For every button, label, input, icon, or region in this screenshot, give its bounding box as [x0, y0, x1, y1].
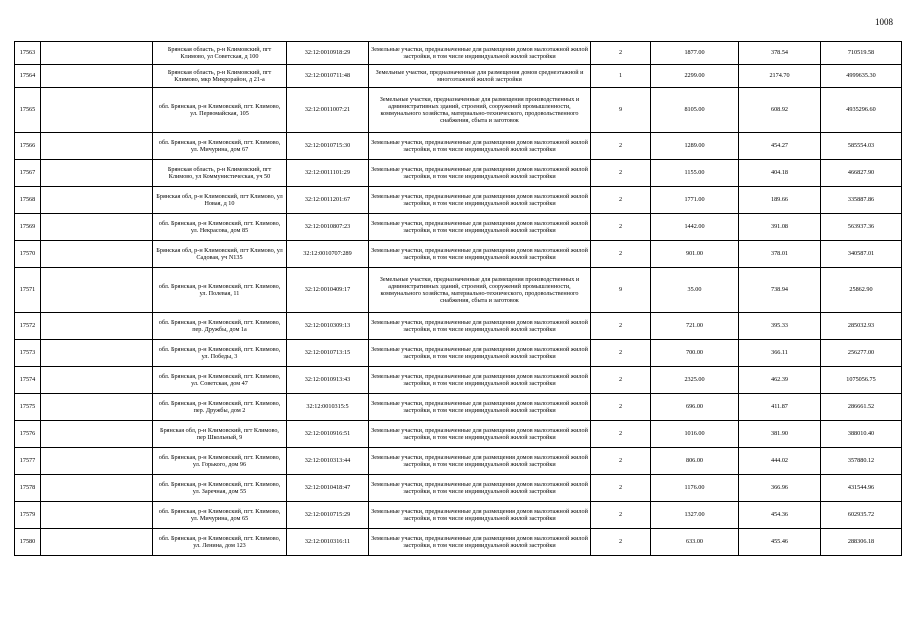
land-use-cell: Земельные участки, предназначенные для размещения домов малоэтажной жилой застройки, в том числе индивидуальной жилой застройки: [369, 394, 591, 421]
cadastral-value-cell: 710519.58: [821, 42, 902, 65]
group-number-cell: 2: [591, 421, 651, 448]
address-cell: обл. Брянская, р-н Климовский, пгт. Климово, ул. Советская, дом 47: [153, 367, 287, 394]
spacer-cell: [41, 367, 153, 394]
table-body: [15, 42, 902, 556]
area-cell: 1155.00: [651, 160, 739, 187]
area-cell: 1289.00: [651, 133, 739, 160]
area-cell: 2299.00: [651, 65, 739, 88]
address-cell: Брянская область, р-н Климовский, пгт Климово, ул Коммунистическая, уч 50: [153, 160, 287, 187]
table-row: [15, 394, 902, 421]
specific-value-cell: 444.02: [739, 448, 821, 475]
area-cell: 1327.00: [651, 502, 739, 529]
spacer-cell: [41, 42, 153, 65]
table-row: [15, 187, 902, 214]
spacer-cell: [41, 187, 153, 214]
cadastral-value-cell: 285032.93: [821, 313, 902, 340]
area-cell: 696.00: [651, 394, 739, 421]
record-number: 17579: [15, 502, 41, 529]
address-cell: обл. Брянская, р-н Климовский, пгт. Климово, ул. Мичурина, дом 65: [153, 502, 287, 529]
cadastral-number-cell: 32:12:0010707:289: [287, 241, 369, 268]
table-row: [15, 214, 902, 241]
table-row: [15, 502, 902, 529]
spacer-cell: [41, 133, 153, 160]
record-number: 17570: [15, 241, 41, 268]
address-cell: Брянская обл, р-н Климовский, пгт Климово, ул Новая, д 10: [153, 187, 287, 214]
land-use-cell: Земельные участки, предназначенные для размещения домов малоэтажной жилой застройки, в том числе индивидуальной жилой застройки: [369, 367, 591, 394]
land-use-cell: Земельные участки, предназначенные для размещения домов малоэтажной жилой застройки, в том числе индивидуальной жилой застройки: [369, 160, 591, 187]
table-row: [15, 421, 902, 448]
area-cell: 2325.00: [651, 367, 739, 394]
record-number: 17563: [15, 42, 41, 65]
record-number: 17564: [15, 65, 41, 88]
cadastral-number-cell: 32:12:0011201:67: [287, 187, 369, 214]
table-row: [15, 367, 902, 394]
record-number: 17566: [15, 133, 41, 160]
specific-value-cell: 738.94: [739, 268, 821, 313]
group-number-cell: 2: [591, 475, 651, 502]
record-number: 17574: [15, 367, 41, 394]
address-cell: обл. Брянская, р-н Климовский, пгт. Климово, ул. Победы, 3: [153, 340, 287, 367]
cadastral-value-cell: 1075056.75: [821, 367, 902, 394]
address-cell: обл. Брянская, р-н Климовский, пгт. Климово, ул. Горького, дом 96: [153, 448, 287, 475]
spacer-cell: [41, 214, 153, 241]
table-row: [15, 160, 902, 187]
record-number: 17580: [15, 529, 41, 556]
cadastral-value-cell: 431544.96: [821, 475, 902, 502]
group-number-cell: 2: [591, 367, 651, 394]
area-cell: 1176.00: [651, 475, 739, 502]
address-cell: обл. Брянская, р-н Климовский, пгт. Климово, ул. Заречная, дом 55: [153, 475, 287, 502]
address-cell: Брянская область, р-н Климовский, пгт Климово, ул Советская, д 100: [153, 42, 287, 65]
record-number: 17577: [15, 448, 41, 475]
spacer-cell: [41, 160, 153, 187]
cadastral-number-cell: 32:12:0010918:29: [287, 42, 369, 65]
area-cell: 1771.00: [651, 187, 739, 214]
specific-value-cell: 378.54: [739, 42, 821, 65]
land-use-cell: Земельные участки, предназначенные для размещения домов среднеэтажной и многоэтажной жилой застройки: [369, 65, 591, 88]
address-cell: обл. Брянская, р-н Климовский, пгт. Климово, ул. Первомайская, 105: [153, 88, 287, 133]
specific-value-cell: 411.87: [739, 394, 821, 421]
cadastral-value-cell: 602935.72: [821, 502, 902, 529]
specific-value-cell: 189.66: [739, 187, 821, 214]
cadastral-value-cell: 357880.12: [821, 448, 902, 475]
table-row: [15, 268, 902, 313]
cadastral-number-cell: 32:12:0010315:5: [287, 394, 369, 421]
spacer-cell: [41, 88, 153, 133]
cadastral-value-cell: 585554.03: [821, 133, 902, 160]
group-number-cell: 2: [591, 448, 651, 475]
land-use-cell: Земельные участки, предназначенные для размещения домов малоэтажной жилой застройки, в том числе индивидуальной жилой застройки: [369, 187, 591, 214]
cadastral-number-cell: 32:12:0010715:29: [287, 502, 369, 529]
spacer-cell: [41, 475, 153, 502]
group-number-cell: 2: [591, 340, 651, 367]
cadastral-value-cell: 286661.52: [821, 394, 902, 421]
table-row: [15, 133, 902, 160]
area-cell: 700.00: [651, 340, 739, 367]
table-row: [15, 529, 902, 556]
record-number: 17578: [15, 475, 41, 502]
specific-value-cell: 462.39: [739, 367, 821, 394]
area-cell: 35.00: [651, 268, 739, 313]
record-number: 17567: [15, 160, 41, 187]
cadastral-number-cell: 32:12:0010916:51: [287, 421, 369, 448]
specific-value-cell: 366.96: [739, 475, 821, 502]
group-number-cell: 2: [591, 502, 651, 529]
group-number-cell: 9: [591, 268, 651, 313]
spacer-cell: [41, 313, 153, 340]
cadastral-value-cell: 4999635.30: [821, 65, 902, 88]
table-row: [15, 42, 902, 65]
cadastral-value-cell: 340587.01: [821, 241, 902, 268]
spacer-cell: [41, 502, 153, 529]
cadastral-number-cell: 32:12:0010316:11: [287, 529, 369, 556]
table-row: [15, 88, 902, 133]
specific-value-cell: 391.08: [739, 214, 821, 241]
cadastral-value-cell: 256277.00: [821, 340, 902, 367]
land-use-cell: Земельные участки, предназначенные для размещения домов малоэтажной жилой застройки, в том числе индивидуальной жилой застройки: [369, 475, 591, 502]
table-row: [15, 448, 902, 475]
spacer-cell: [41, 241, 153, 268]
table-row: [15, 65, 902, 88]
record-number: 17565: [15, 88, 41, 133]
table-row: [15, 241, 902, 268]
cadastral-value-cell: 288306.18: [821, 529, 902, 556]
address-cell: обл. Брянская, р-н Климовский, пгт. Климово, ул. Ленина, дом 123: [153, 529, 287, 556]
specific-value-cell: 2174.70: [739, 65, 821, 88]
land-use-cell: Земельные участки, предназначенные для размещения домов малоэтажной жилой застройки, в том числе индивидуальной жилой застройки: [369, 313, 591, 340]
cadastral-number-cell: 32:12:0010313:44: [287, 448, 369, 475]
specific-value-cell: 608.92: [739, 88, 821, 133]
spacer-cell: [41, 529, 153, 556]
specific-value-cell: 455.46: [739, 529, 821, 556]
group-number-cell: 2: [591, 160, 651, 187]
cadastral-number-cell: 32:12:0010713:15: [287, 340, 369, 367]
group-number-cell: 2: [591, 187, 651, 214]
specific-value-cell: 378.01: [739, 241, 821, 268]
specific-value-cell: 454.27: [739, 133, 821, 160]
cadastral-value-cell: 4935296.60: [821, 88, 902, 133]
area-cell: 8105.00: [651, 88, 739, 133]
record-number: 17568: [15, 187, 41, 214]
specific-value-cell: 404.18: [739, 160, 821, 187]
land-use-cell: Земельные участки, предназначенные для размещения домов малоэтажной жилой застройки, в том числе индивидуальной жилой застройки: [369, 529, 591, 556]
cadastral-number-cell: 32:12:0011101:29: [287, 160, 369, 187]
record-number: 17572: [15, 313, 41, 340]
group-number-cell: 9: [591, 88, 651, 133]
group-number-cell: 2: [591, 313, 651, 340]
group-number-cell: 2: [591, 394, 651, 421]
cadastral-value-cell: 388010.40: [821, 421, 902, 448]
group-number-cell: 2: [591, 133, 651, 160]
spacer-cell: [41, 268, 153, 313]
spacer-cell: [41, 394, 153, 421]
group-number-cell: 2: [591, 214, 651, 241]
record-number: 17576: [15, 421, 41, 448]
address-cell: обл. Брянская, р-н Климовский, пгт. Климово, пер. Дружбы, дом 2: [153, 394, 287, 421]
area-cell: 633.00: [651, 529, 739, 556]
land-use-cell: Земельные участки, предназначенные для размещения домов малоэтажной жилой застройки, в том числе индивидуальной жилой застройки: [369, 448, 591, 475]
record-number: 17571: [15, 268, 41, 313]
table-row: [15, 475, 902, 502]
group-number-cell: 2: [591, 241, 651, 268]
specific-value-cell: 395.33: [739, 313, 821, 340]
table-row: [15, 340, 902, 367]
table-row: [15, 313, 902, 340]
address-cell: Брянская обл, р-н Климовский, пгт Климово, пер Школьный, 9: [153, 421, 287, 448]
specific-value-cell: 381.90: [739, 421, 821, 448]
land-use-cell: Земельные участки, предназначенные для размещения домов малоэтажной жилой застройки, в том числе индивидуальной жилой застройки: [369, 421, 591, 448]
cadastral-number-cell: 32:12:0010309:13: [287, 313, 369, 340]
record-number: 17573: [15, 340, 41, 367]
specific-value-cell: 366.11: [739, 340, 821, 367]
cadastral-number-cell: 32:12:0010711:48: [287, 65, 369, 88]
cadastral-number-cell: 32:12:0011007:21: [287, 88, 369, 133]
land-use-cell: Земельные участки, предназначенные для размещения домов малоэтажной жилой застройки, в том числе индивидуальной жилой застройки: [369, 133, 591, 160]
spacer-cell: [41, 448, 153, 475]
group-number-cell: 2: [591, 529, 651, 556]
land-use-cell: Земельные участки, предназначенные для размещения производственных и административных зданий, строений, сооружений промышленности, коммунального хозяйства, материально-технического, продовольственного снабжения, сбыта и заготовок: [369, 88, 591, 133]
cadastral-number-cell: 32:12:0010715:30: [287, 133, 369, 160]
cadastral-value-table: [14, 41, 902, 556]
group-number-cell: 1: [591, 65, 651, 88]
area-cell: 1877.00: [651, 42, 739, 65]
address-cell: обл. Брянская, р-н Климовский, пгт. Климово, ул. Мичурина, дом 67: [153, 133, 287, 160]
land-use-cell: Земельные участки, предназначенные для размещения домов малоэтажной жилой застройки, в том числе индивидуальной жилой застройки: [369, 42, 591, 65]
record-number: 17569: [15, 214, 41, 241]
cadastral-value-cell: 563937.36: [821, 214, 902, 241]
address-cell: обл. Брянская, р-н Климовский, пгт. Климово, ул. Некрасова, дом 85: [153, 214, 287, 241]
cadastral-value-cell: 335887.86: [821, 187, 902, 214]
cadastral-number-cell: 32:12:0010418:47: [287, 475, 369, 502]
address-cell: Брянская обл, р-н Климовский, пгт Климово, ул Садовая, уч N135: [153, 241, 287, 268]
address-cell: Брянская область, р-н Климовский, пгт Климово, мкр Микрорайон, д 21-а: [153, 65, 287, 88]
page-number: 1008: [875, 17, 893, 27]
area-cell: 901.00: [651, 241, 739, 268]
cadastral-number-cell: 32:12:0010807:23: [287, 214, 369, 241]
land-use-cell: Земельные участки, предназначенные для размещения производственных и административных зданий, строений, сооружений промышленности, коммунального хозяйства, материально-технического, продовольственного снабжения, сбыта и заготовок: [369, 268, 591, 313]
land-use-cell: Земельные участки, предназначенные для размещения домов малоэтажной жилой застройки, в том числе индивидуальной жилой застройки: [369, 241, 591, 268]
spacer-cell: [41, 340, 153, 367]
cadastral-value-cell: 466827.90: [821, 160, 902, 187]
cadastral-number-cell: 32:12:0010409:17: [287, 268, 369, 313]
land-use-cell: Земельные участки, предназначенные для размещения домов малоэтажной жилой застройки, в том числе индивидуальной жилой застройки: [369, 214, 591, 241]
area-cell: 806.00: [651, 448, 739, 475]
land-use-cell: Земельные участки, предназначенные для размещения домов малоэтажной жилой застройки, в том числе индивидуальной жилой застройки: [369, 502, 591, 529]
record-number: 17575: [15, 394, 41, 421]
area-cell: 1442.00: [651, 214, 739, 241]
address-cell: обл. Брянская, р-н Климовский, пгт. Климово, ул. Полевая, 11: [153, 268, 287, 313]
cadastral-value-cell: 25862.90: [821, 268, 902, 313]
land-use-cell: Земельные участки, предназначенные для размещения домов малоэтажной жилой застройки, в том числе индивидуальной жилой застройки: [369, 340, 591, 367]
spacer-cell: [41, 65, 153, 88]
cadastral-number-cell: 32:12:0010913:43: [287, 367, 369, 394]
address-cell: обл. Брянская, р-н Климовский, пгт. Климово, пер. Дружбы, дом 1а: [153, 313, 287, 340]
specific-value-cell: 454.36: [739, 502, 821, 529]
area-cell: 1016.00: [651, 421, 739, 448]
group-number-cell: 2: [591, 42, 651, 65]
area-cell: 721.00: [651, 313, 739, 340]
spacer-cell: [41, 421, 153, 448]
